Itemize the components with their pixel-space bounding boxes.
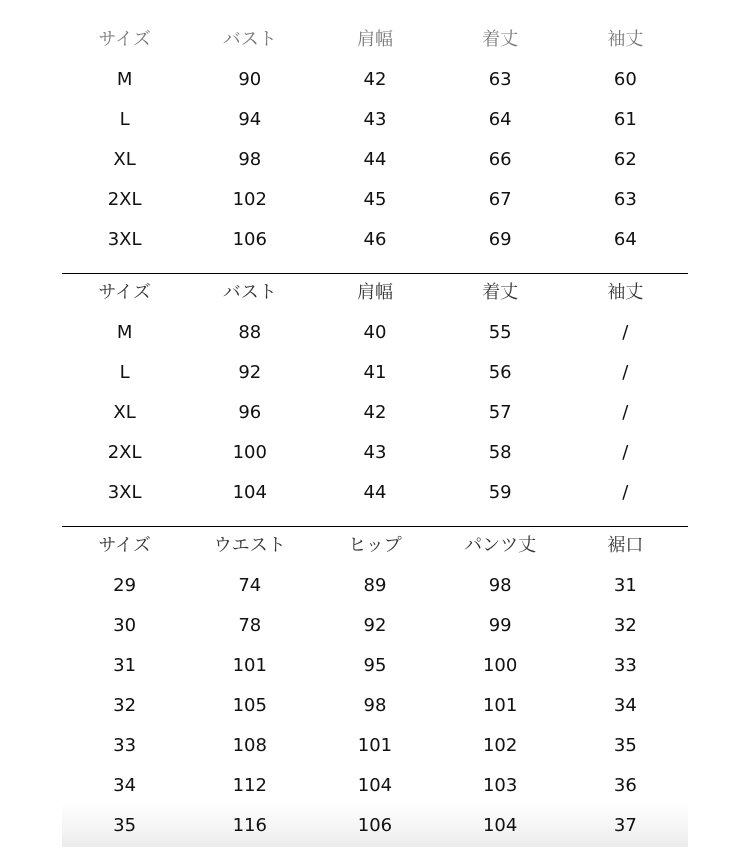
cell-size: 29 (113, 575, 137, 596)
cell-size: L (119, 362, 130, 383)
header-bust: バスト (222, 29, 277, 50)
cell-sleeve: / (622, 482, 629, 503)
cell-waist: 74 (238, 575, 262, 596)
cell-bust: 88 (238, 322, 262, 343)
table-2-header-row (62, 273, 688, 313)
cell-shoulder: 41 (363, 362, 387, 383)
cell-size: 2XL (107, 442, 142, 463)
cell-shoulder: 42 (363, 402, 387, 423)
cell-shoulder: 40 (363, 322, 387, 343)
cell-hem: 34 (613, 695, 637, 716)
cell-hip: 98 (363, 695, 387, 716)
cell-size: 3XL (107, 482, 142, 503)
header-sleeve: 袖丈 (607, 282, 644, 303)
table-row (62, 313, 688, 353)
table-row (62, 220, 688, 260)
cell-bust: 98 (238, 149, 262, 170)
cell-sleeve: 63 (613, 189, 637, 210)
table-row (62, 140, 688, 180)
cell-pants-length: 104 (482, 815, 518, 836)
header-pants-length: パンツ丈 (464, 535, 537, 556)
table-3-header-row (62, 526, 688, 566)
cell-length: 64 (488, 109, 512, 130)
header-waist: ウエスト (213, 535, 286, 556)
cell-size: 31 (113, 655, 137, 676)
cell-size: 3XL (107, 229, 142, 250)
table-row (62, 606, 688, 646)
cell-hem: 32 (613, 615, 637, 636)
cell-waist: 116 (232, 815, 267, 836)
cell-size: 30 (113, 615, 137, 636)
cell-length: 66 (488, 149, 512, 170)
cell-pants-length: 98 (488, 575, 512, 596)
header-sleeve: 袖丈 (607, 29, 644, 50)
cell-sleeve: / (622, 402, 629, 423)
header-size: サイズ (98, 29, 151, 50)
cell-waist: 108 (232, 735, 267, 756)
header-size: サイズ (98, 282, 151, 303)
cell-shoulder: 43 (363, 442, 387, 463)
table-row (62, 806, 688, 846)
cell-length: 63 (488, 69, 512, 90)
cell-hem: 35 (613, 735, 637, 756)
cell-size: L (119, 109, 130, 130)
cell-length: 57 (488, 402, 512, 423)
cell-shoulder: 43 (363, 109, 387, 130)
cell-hip: 92 (363, 615, 387, 636)
cell-length: 56 (488, 362, 512, 383)
cell-sleeve: 61 (613, 109, 637, 130)
cell-hem: 33 (613, 655, 637, 676)
cell-bust: 96 (238, 402, 262, 423)
table-row (62, 726, 688, 766)
table-row (62, 393, 688, 433)
cell-bust: 102 (232, 189, 267, 210)
header-bust: バスト (222, 282, 277, 303)
table-row (62, 353, 688, 393)
table-row (62, 433, 688, 473)
table-row (62, 766, 688, 806)
table-row (62, 100, 688, 140)
header-shoulder: 肩幅 (356, 29, 393, 50)
header-length: 着丈 (482, 282, 519, 303)
cell-waist: 112 (232, 775, 267, 796)
cell-sleeve: 64 (613, 229, 637, 250)
cell-sleeve: 60 (613, 69, 637, 90)
cell-shoulder: 45 (363, 189, 387, 210)
cell-hip: 106 (357, 815, 393, 836)
cell-sleeve: / (622, 362, 629, 383)
table-row (62, 180, 688, 220)
cell-length: 67 (488, 189, 512, 210)
cell-size: 33 (113, 735, 137, 756)
cell-pants-length: 103 (482, 775, 518, 796)
header-shoulder: 肩幅 (356, 282, 393, 303)
cell-shoulder: 42 (363, 69, 387, 90)
cell-pants-length: 101 (482, 695, 518, 716)
cell-hip: 104 (357, 775, 393, 796)
cell-waist: 105 (232, 695, 267, 716)
cell-size: 2XL (107, 189, 142, 210)
cell-hem: 37 (613, 815, 637, 836)
table-row (62, 686, 688, 726)
cell-bust: 106 (232, 229, 267, 250)
cell-pants-length: 99 (488, 615, 512, 636)
cell-size: M (116, 322, 133, 343)
table-row (62, 566, 688, 606)
table-row (62, 60, 688, 100)
cell-bust: 104 (232, 482, 267, 503)
cell-size: 35 (113, 815, 137, 836)
cell-waist: 78 (238, 615, 262, 636)
table-row (62, 473, 688, 513)
cell-bust: 94 (238, 109, 262, 130)
cell-shoulder: 46 (363, 229, 387, 250)
cell-sleeve: / (622, 442, 629, 463)
header-length: 着丈 (482, 29, 519, 50)
cell-shoulder: 44 (363, 482, 387, 503)
cell-size: 34 (113, 775, 137, 796)
cell-size: XL (113, 402, 136, 423)
cell-length: 55 (488, 322, 512, 343)
cell-size: XL (113, 149, 136, 170)
cell-size: 32 (113, 695, 137, 716)
header-hem: 裾口 (607, 535, 644, 556)
cell-hip: 95 (363, 655, 387, 676)
table-1-header-row (62, 20, 688, 60)
cell-hem: 31 (613, 575, 637, 596)
cell-length: 69 (488, 229, 512, 250)
header-hip: ヒップ (348, 535, 402, 556)
cell-hip: 89 (363, 575, 387, 596)
cell-sleeve: 62 (613, 149, 637, 170)
cell-hip: 101 (357, 735, 393, 756)
cell-sleeve: / (622, 322, 629, 343)
cell-pants-length: 100 (482, 655, 518, 676)
cell-pants-length: 102 (482, 735, 518, 756)
cell-size: M (116, 69, 133, 90)
cell-length: 58 (488, 442, 512, 463)
cell-shoulder: 44 (363, 149, 387, 170)
cell-bust: 90 (238, 69, 262, 90)
cell-length: 59 (488, 482, 512, 503)
cell-bust: 92 (238, 362, 262, 383)
table-row (62, 646, 688, 686)
cell-waist: 101 (232, 655, 267, 676)
header-size: サイズ (98, 535, 151, 556)
cell-hem: 36 (613, 775, 637, 796)
cell-bust: 100 (232, 442, 267, 463)
